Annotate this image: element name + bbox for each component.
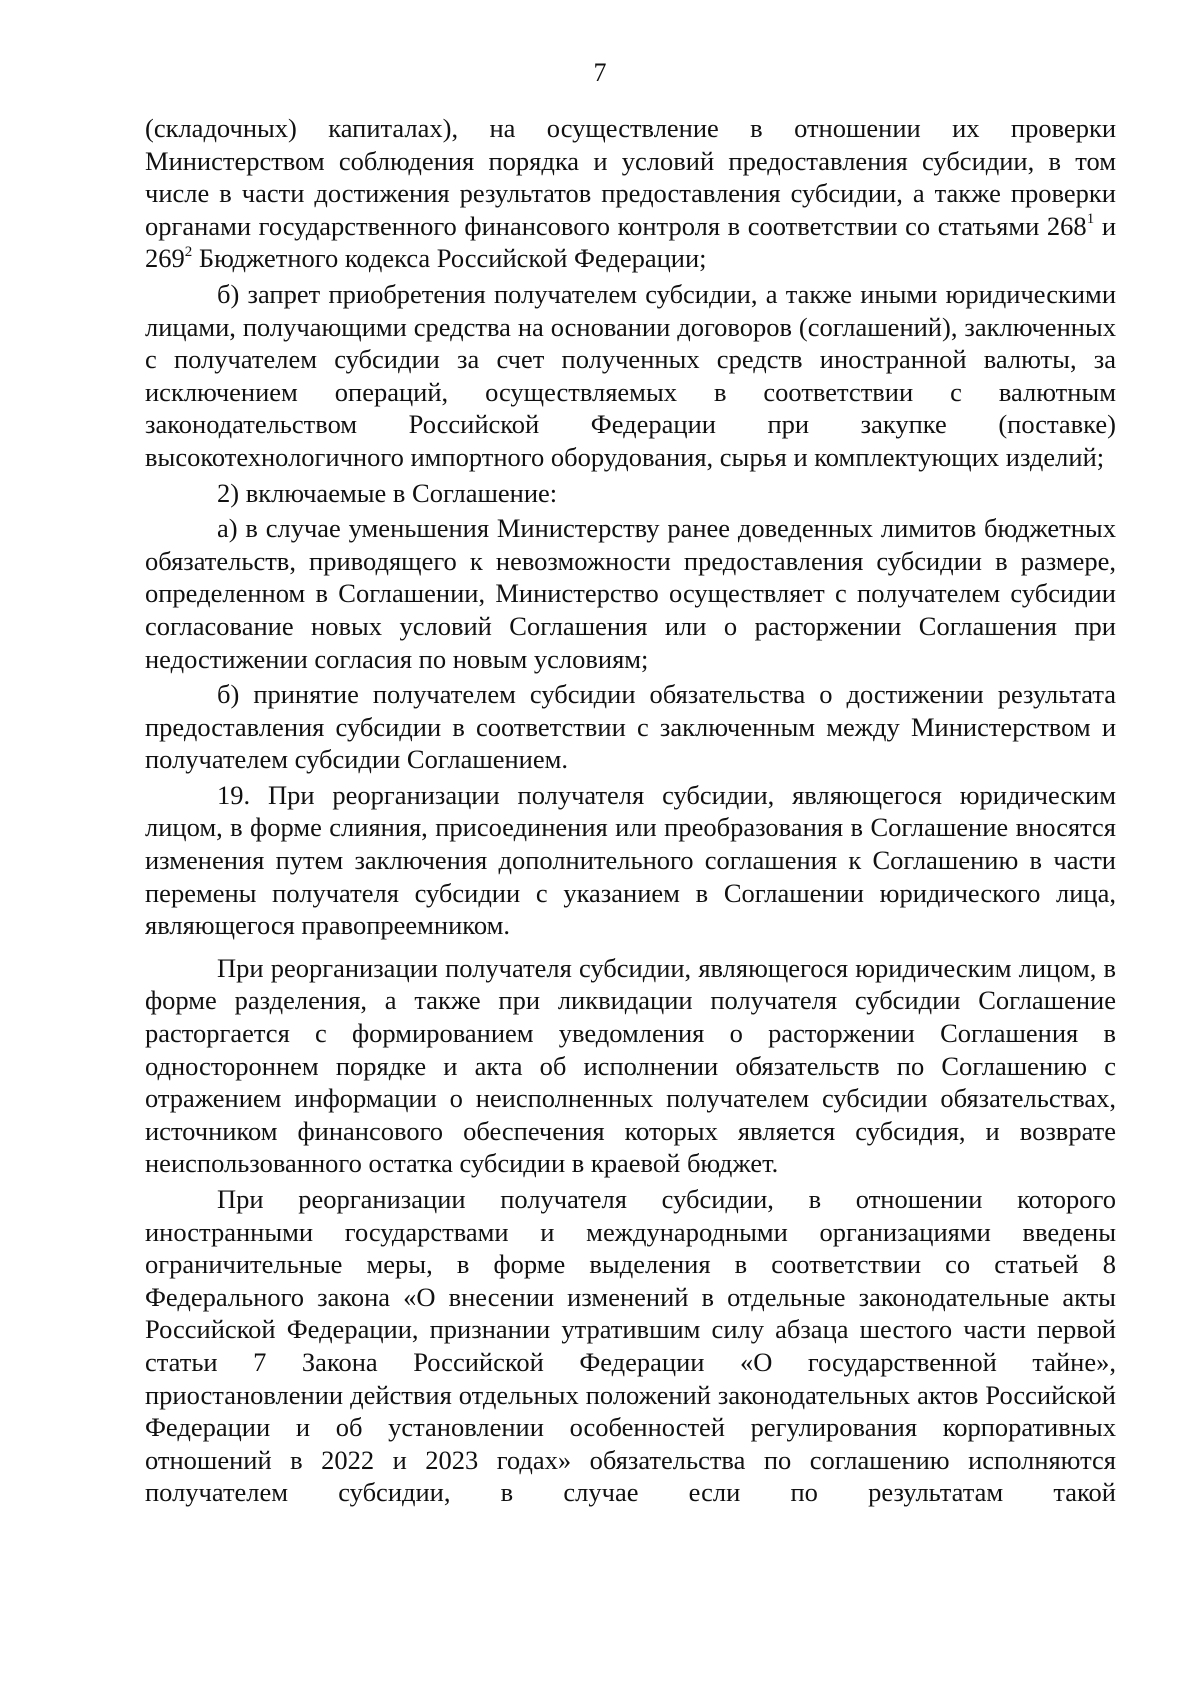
- paragraph-clause-19: 19. При реорганизации получателя субсидии, являющегося юридическим лицом, в форме слияния, присоединения или преобразования в Соглашение вносятся изменения путем заключения дополнительного соглашения к Соглашению в части перемены получателя субсидии с указанием в Соглашении юридического лица, являющегося правопреемником.: [145, 779, 1116, 941]
- paragraph-text: и 269: [145, 210, 1116, 274]
- superscript: 1: [1086, 210, 1095, 227]
- paragraph-item-b-obligation: б) принятие получателем субсидии обязательства о достижении результата предоставления субсидии в соответствии с заключенным между Министерством и получателем субсидии Соглашением.: [145, 679, 1116, 775]
- paragraph-text: (складочных) капиталах), на осуществление в отношении их проверки Министерством соблюдения порядка и условий предоставления субсидии, в том числе в части достижения результатов предоставления субсидии, а также проверки органами государственного финансового контроля в соответствии со статьями 268: [145, 113, 1116, 241]
- page-number: 7: [593, 58, 607, 87]
- paragraph-continuation: [145, 112, 1116, 275]
- document-body: [145, 112, 1116, 1509]
- superscript: 2: [184, 243, 193, 260]
- paragraph-item-b-ban: б) запрет приобретения получателем субсидии, а также иными юридическими лицами, получающими средства на основании договоров (соглашений), заключенных с получателем субсидии за счет полученных средств иностранной валюты, за исключением операций, осуществляемых в соответствии с валютным законодательством Российской Федерации при закупке (поставке) высокотехнологичного импортного оборудования, сырья и комплектующих изделий;: [145, 278, 1116, 472]
- paragraph-reorganization-separation: При реорганизации получателя субсидии, в отношении которого иностранными государствами и международными организациями введены ограничительные меры, в форме выделения в соответствии со статьей 8 Федерального закона «О внесении изменений в отдельные законодательные акты Российской Федерации, признании утратившим силу абзаца шестого части первой статьи 7 Закона Российской Федерации «О государственной тайне», приостановлении действия отдельных положений законодательных актов Российской Федерации и об установлении особенностей регулирования корпоративных отношений в 2022 и 2023 годах» обязательства по соглашению исполняются получателем субсидии, в случае если по результатам такой: [145, 1184, 1116, 1508]
- paragraph-reorganization-division: При реорганизации получателя субсидии, являющегося юридическим лицом, в форме разделения, а также при ликвидации получателя субсидии Соглашение расторгается с формированием уведомления о расторжении Соглашения в одностороннем порядке и акта об исполнении обязательств по Соглашению с отражением информации о неисполненных получателем субсидии обязательствах, источником финансового обеспечения которых является субсидия, и возврате неиспользованного остатка субсидии в краевой бюджет.: [145, 952, 1116, 1179]
- paragraph-text: Бюджетного кодекса Российской Федерации;: [192, 243, 707, 274]
- paragraph-item-2: 2) включаемые в Соглашение:: [217, 477, 558, 508]
- paragraph-item-a: а) в случае уменьшения Министерству ранее доведенных лимитов бюджетных обязательств, приводящего к невозможности предоставления субсидии в размере, определенном в Соглашении, Министерство осуществляет с получателем субсидии согласование новых условий Соглашения или о расторжении Соглашения при недостижении согласия по новым условиям;: [145, 513, 1116, 674]
